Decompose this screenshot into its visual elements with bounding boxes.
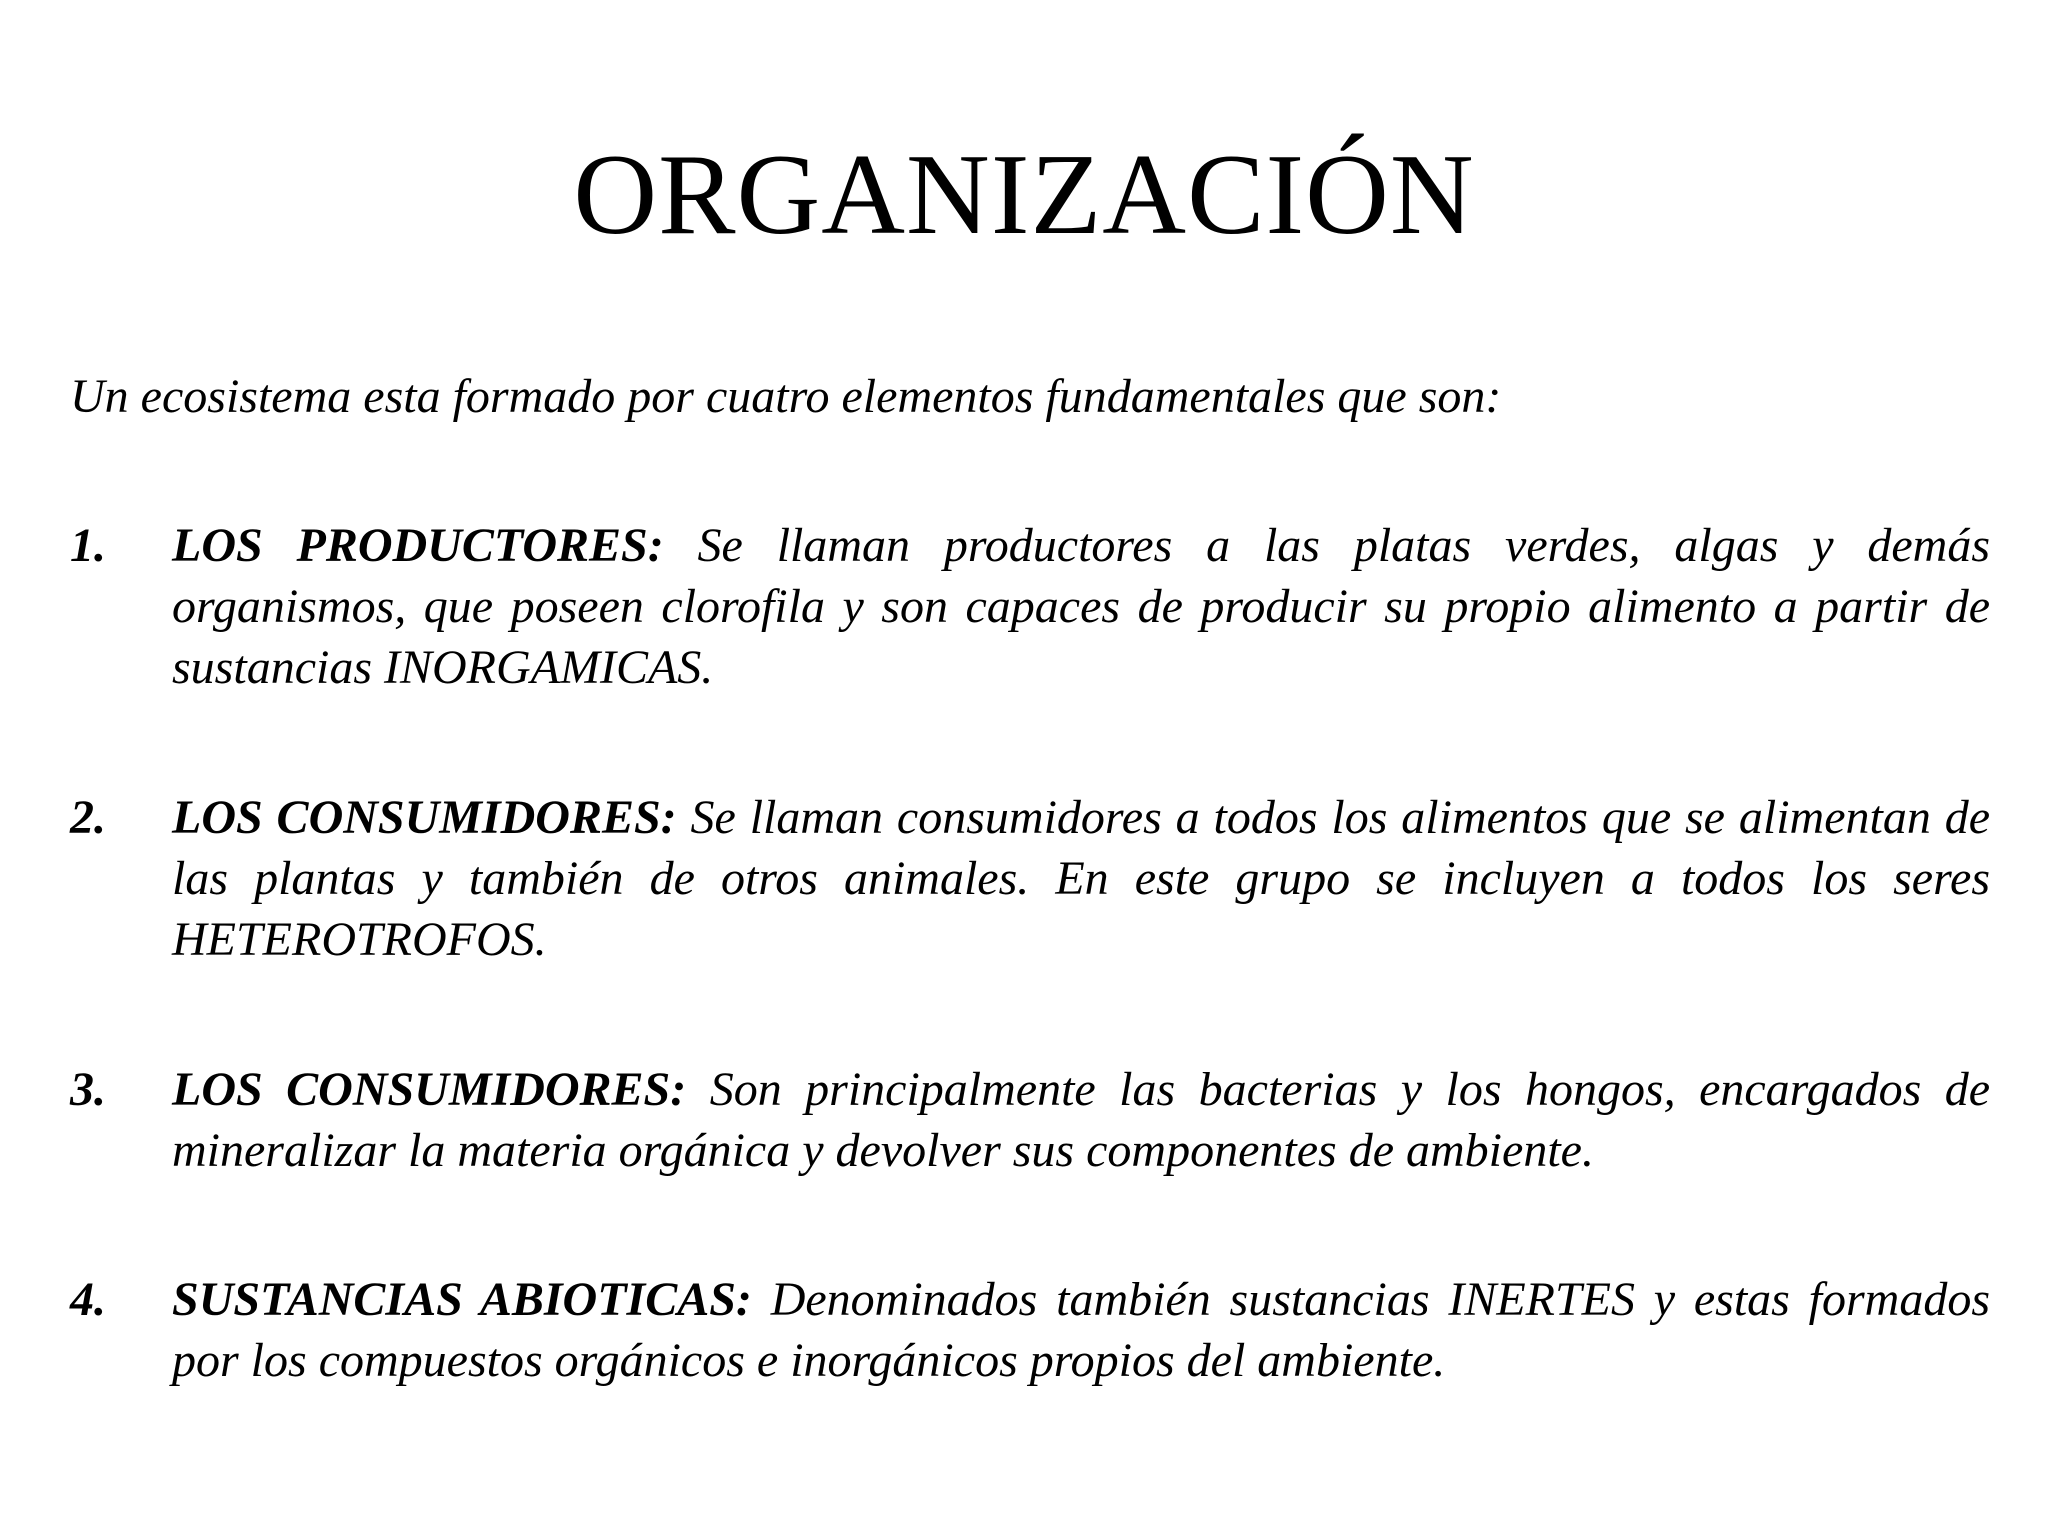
item-body — [172, 515, 1990, 698]
item-description: Se llaman productores a las platas verdes, algas y demás organismos, que poseen clorofila y son capaces de producir su propio alimento a partir de sustancias INORGAMICAS. — [172, 519, 1991, 694]
item-number: 1. — [70, 519, 106, 572]
intro-text: Un ecosistema esta formado por cuatro elementos fundamentales que son: — [70, 370, 1502, 423]
item-description: Se llaman consumidores a todos los alimentos que se alimentan de las plantas y también de otros animales. En este grupo se incluyen a todos los seres HETEROTROFOS. — [172, 791, 1991, 966]
item-term: LOS CONSUMIDORES: — [172, 1063, 687, 1116]
item-term: LOS PRODUCTORES: — [172, 519, 664, 572]
item-description: Denominados también sustancias INERTES y estas formados por los compuestos orgánicos e inorgánicos propios del ambiente. — [172, 1273, 1990, 1387]
item-term: SUSTANCIAS ABIOTICAS: — [172, 1273, 752, 1326]
item-description: Son principalmente las bacterias y los hongos, encargados de mineralizar la materia orgánica y devolver sus componentes de ambiente. — [172, 1063, 1991, 1177]
item-number: 2. — [70, 791, 106, 844]
item-term: LOS CONSUMIDORES: — [172, 791, 677, 844]
slide-title: ORGANIZACIÓN — [573, 131, 1475, 259]
item-number: 3. — [70, 1063, 106, 1116]
item-number: 4. — [70, 1273, 106, 1326]
item-body — [172, 1269, 1990, 1391]
item-body — [172, 1059, 1990, 1181]
item-body — [172, 787, 1990, 970]
